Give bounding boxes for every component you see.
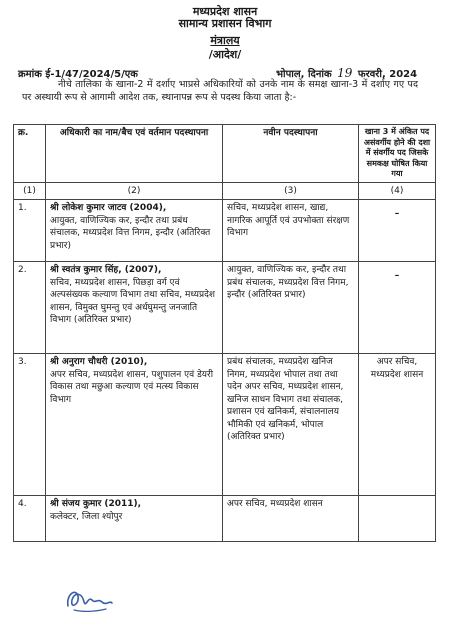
- table-row: [14, 262, 436, 354]
- row-note: [359, 200, 436, 262]
- govt-name: मध्यप्रदेश शासन: [192, 5, 258, 18]
- row-note: अपर सचिव, मध्यप्रदेश शासन: [359, 354, 436, 496]
- row-officer: [46, 262, 223, 354]
- current-posting: सचिव, मध्यप्रदेश शासन, पिछड़ा वर्ग एवं अल्पसंख्यक कल्याण विभाग तथा सचिव, मध्यप्रदेश शासन, विमुक्त घुमन्तु एवं अर्धघुमन्तु जनजाति विभाग (अतिरिक्त प्रभार): [50, 277, 215, 325]
- header-note: खाना 3 में अंकित पद असंवर्गीय होने की दशा में संवर्गीय पद जिसके समकक्ष घोषित किया गया: [359, 125, 436, 183]
- officer-name: श्री लोकेश कुमार जाटव (2004),: [50, 203, 167, 213]
- handwritten-day: 19: [337, 66, 353, 80]
- row-note: [359, 262, 436, 354]
- posting-table: [13, 124, 436, 542]
- table-row: [14, 200, 436, 262]
- col-number: (1): [14, 182, 46, 200]
- header-new-posting: नवीन पदस्थापना: [223, 125, 359, 183]
- intro-paragraph: नीचे तालिका के खाना-2 में दर्शाए भाप्रसे अधिकारियों को उनके नाम के समक्ष खाना-3 में दर्शाए गए पद पर अस्थायी रूप से आगामी आदेश तक, स्थानापन्न रूप से पदस्थ किया जाता है:-: [22, 79, 418, 103]
- department-name: सामान्य प्रशासन विभाग: [178, 17, 272, 30]
- note-value: –: [394, 271, 400, 281]
- current-posting: कलेक्टर, जिला श्योपुर: [50, 511, 123, 522]
- order-number: क्रमांक ई-1/47/2024/5/एक: [18, 69, 138, 80]
- row-new-posting: प्रबंध संचालक, मध्यप्रदेश खनिज निगम, मध्यप्रदेश भोपाल तथा तथा पदेन अपर सचिव, मध्यप्रदेश शासन, खनिज साधन विभाग तथा संचालक, प्रशासन एवं खनिकर्म, संचालनालय भौमिकी एवं खनिकर्म, भोपाल (अतिरिक्त प्रभार): [223, 354, 359, 496]
- officer-name: श्री अनुराग चौधरी (2010),: [50, 357, 148, 367]
- row-sno: 1.: [14, 200, 46, 262]
- row-sno: 3.: [14, 354, 46, 496]
- current-posting: आयुक्त, वाणिज्यिक कर, इन्दौर तथा प्रबंध संचालक, मध्यप्रदेश वित्त निगम, इन्दौर (अतिरिक्त प्रभार): [50, 215, 211, 251]
- header-officer: अधिकारी का नाम/बैच एवं वर्तमान पदस्थापना: [46, 125, 223, 183]
- col-number: (3): [223, 182, 359, 200]
- signature-icon: [62, 582, 116, 616]
- officer-name: श्री संजय कुमार (2011),: [50, 499, 142, 509]
- row-sno: 2.: [14, 262, 46, 354]
- note-value: –: [394, 209, 400, 219]
- col-number: (2): [46, 182, 223, 200]
- place-date-label: भोपाल, दिनांक: [276, 69, 332, 80]
- row-new-posting: आयुक्त, वाणिज्यिक कर, इन्दौर तथा प्रबंध संचालक, मध्यप्रदेश वित्त निगम, इन्दौर (अतिरिक्त प्रभार): [223, 262, 359, 354]
- header-sno: क्र.: [14, 125, 46, 183]
- office-name: मंत्रालय: [210, 34, 240, 47]
- row-officer: [46, 200, 223, 262]
- column-number-row: [14, 182, 436, 200]
- table-header-row: [14, 125, 436, 183]
- row-sno: 4.: [14, 496, 46, 542]
- officer-name: श्री स्वतंत्र कुमार सिंह, (2007),: [50, 265, 162, 275]
- col-number: (4): [359, 182, 436, 200]
- row-note: [359, 496, 436, 542]
- order-title: /आदेश/: [208, 48, 242, 61]
- table-row: [14, 354, 436, 496]
- row-new-posting: अपर सचिव, मध्यप्रदेश शासन: [223, 496, 359, 542]
- current-posting: अपर सचिव, मध्यप्रदेश शासन, पशुपालन एवं डेयरी विकास तथा मछुआ कल्याण एवं मत्स्य विकास विभाग: [50, 369, 214, 405]
- table-row: [14, 496, 436, 542]
- row-officer: [46, 354, 223, 496]
- row-new-posting: सचिव, मध्यप्रदेश शासन, खाद्य, नागरिक आपूर्ति एवं उपभोक्ता संरक्षण विभाग: [223, 200, 359, 262]
- row-officer: [46, 496, 223, 542]
- month-year: फरवरी, 2024: [357, 69, 418, 80]
